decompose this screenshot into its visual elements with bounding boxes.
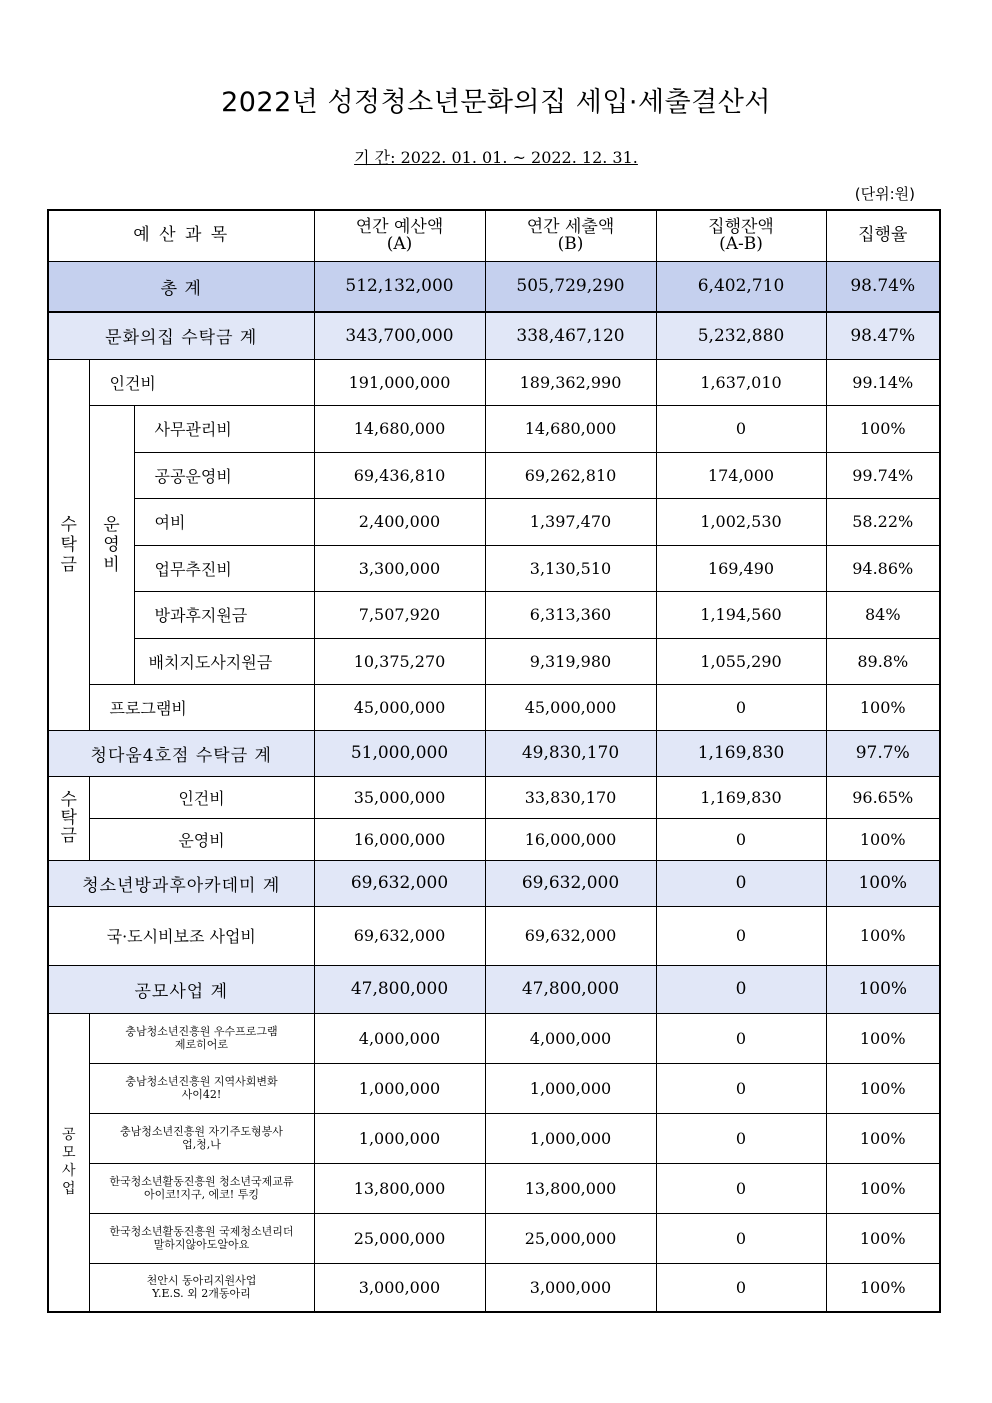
row-balance: 0 <box>656 818 826 860</box>
header-balance <box>656 210 826 261</box>
row-rate: 84% <box>826 591 940 638</box>
row-budget: 16,000,000 <box>314 818 485 860</box>
group4-label: 공모사업 계 <box>48 965 314 1013</box>
table-row <box>48 1063 940 1113</box>
vlabel-char: 금 <box>60 826 77 846</box>
operating-vertical-label <box>89 405 134 684</box>
row-label <box>89 1013 314 1063</box>
total-balance: 6,402,710 <box>656 261 826 312</box>
header-expense-label: 연간 세출액 <box>526 216 615 237</box>
header-expense <box>485 210 656 261</box>
table-row <box>48 818 940 860</box>
group1-label: 문화의집 수탁금 계 <box>48 312 314 359</box>
table-row <box>48 452 940 498</box>
row-label <box>89 1213 314 1263</box>
group3-label: 청소년방과후아카데미 계 <box>48 860 314 906</box>
header-balance-label: 집행잔액 <box>708 216 774 237</box>
vlabel-char: 수 <box>60 790 77 810</box>
row-label-line1: 충남청소년진흥원 지역사회변화 <box>125 1075 278 1088</box>
row-rate: 100% <box>826 1263 940 1312</box>
group1-expense: 338,467,120 <box>485 312 656 359</box>
group2-vertical-label <box>48 776 89 860</box>
row-expense: 69,262,810 <box>485 452 656 498</box>
row-rate: 100% <box>826 1163 940 1213</box>
row-balance: 0 <box>656 684 826 730</box>
row-label: 사무관리비 <box>134 405 314 452</box>
row-label: 배치지도사지원금 <box>134 638 314 684</box>
vlabel-char: 사 <box>61 1163 76 1180</box>
row-expense: 1,000,000 <box>485 1063 656 1113</box>
table-row <box>48 638 940 684</box>
row-rate: 100% <box>826 1063 940 1113</box>
row-label <box>89 1263 314 1312</box>
period-line <box>0 145 992 168</box>
group3-rate: 100% <box>826 860 940 906</box>
row-budget: 2,400,000 <box>314 498 485 545</box>
header-expense-sub: (B) <box>557 233 584 254</box>
row-balance: 0 <box>656 906 826 965</box>
header-budget-label: 연간 예산액 <box>355 216 444 237</box>
vlabel-char: 업 <box>61 1181 76 1198</box>
row-label: 여비 <box>134 498 314 545</box>
row-expense: 14,680,000 <box>485 405 656 452</box>
group2-label: 청다움4호점 수탁금 계 <box>48 730 314 776</box>
row-label <box>89 1163 314 1213</box>
row-label-line2: 업,청,나 <box>182 1138 221 1151</box>
row-balance: 1,194,560 <box>656 591 826 638</box>
group3-expense: 69,632,000 <box>485 860 656 906</box>
row-label: 국·도시비보조 사업비 <box>48 906 314 965</box>
row-balance: 0 <box>656 1063 826 1113</box>
row-expense: 25,000,000 <box>485 1213 656 1263</box>
row-budget: 4,000,000 <box>314 1013 485 1063</box>
row-label: 프로그램비 <box>89 684 314 730</box>
row-label-line2: 제로히어로 <box>174 1038 229 1051</box>
group2-rate: 97.7% <box>826 730 940 776</box>
row-budget: 69,632,000 <box>314 906 485 965</box>
row-expense: 9,319,980 <box>485 638 656 684</box>
row-expense: 33,830,170 <box>485 776 656 818</box>
row-expense: 3,000,000 <box>485 1263 656 1312</box>
header-budget <box>314 210 485 261</box>
row-label <box>89 1113 314 1163</box>
table-row <box>48 498 940 545</box>
row-balance: 0 <box>656 1113 826 1163</box>
row-budget: 1,000,000 <box>314 1063 485 1113</box>
row-rate: 100% <box>826 818 940 860</box>
row-balance: 1,055,290 <box>656 638 826 684</box>
table-row <box>48 405 940 452</box>
row-label-line2: 아이코!지구, 에코! 투킹 <box>144 1188 259 1201</box>
row-expense: 1,397,470 <box>485 498 656 545</box>
table-row <box>48 1113 940 1163</box>
header-row <box>48 210 940 261</box>
group4-subtotal-row <box>48 965 940 1013</box>
row-rate: 100% <box>826 906 940 965</box>
table-row <box>48 359 940 405</box>
row-rate: 99.74% <box>826 452 940 498</box>
table-row <box>48 684 940 730</box>
period-text: 기 간: 2022. 01. 01. ~ 2022. 12. 31. <box>354 148 638 167</box>
row-budget: 3,000,000 <box>314 1263 485 1312</box>
vlabel-char: 영 <box>103 534 120 555</box>
group1-balance: 5,232,880 <box>656 312 826 359</box>
group1-rate: 98.47% <box>826 312 940 359</box>
row-label-line2: Y.E.S. 외 2개동아리 <box>152 1287 251 1301</box>
row-label <box>89 1063 314 1113</box>
row-budget: 3,300,000 <box>314 545 485 591</box>
group1-budget: 343,700,000 <box>314 312 485 359</box>
row-label-line2: 말하지않아도알아요 <box>153 1238 250 1251</box>
table-row <box>48 545 940 591</box>
header-subject: 예 산 과 목 <box>48 210 314 261</box>
group3-subtotal-row <box>48 860 940 906</box>
row-label: 인건비 <box>89 359 314 405</box>
total-row <box>48 261 940 312</box>
group2-expense: 49,830,170 <box>485 730 656 776</box>
row-budget: 25,000,000 <box>314 1213 485 1263</box>
row-expense: 189,362,990 <box>485 359 656 405</box>
row-balance: 0 <box>656 1013 826 1063</box>
row-rate: 58.22% <box>826 498 940 545</box>
group2-subtotal-row <box>48 730 940 776</box>
row-rate: 99.14% <box>826 359 940 405</box>
header-budget-sub: (A) <box>386 233 413 254</box>
row-budget: 7,507,920 <box>314 591 485 638</box>
group1-vertical-label <box>48 359 89 730</box>
group4-balance: 0 <box>656 965 826 1013</box>
row-rate: 100% <box>826 405 940 452</box>
row-rate: 100% <box>826 684 940 730</box>
vlabel-char: 금 <box>60 554 77 575</box>
row-balance: 0 <box>656 405 826 452</box>
row-rate: 100% <box>826 1213 940 1263</box>
row-budget: 14,680,000 <box>314 405 485 452</box>
row-balance: 0 <box>656 1263 826 1312</box>
row-label: 운영비 <box>89 818 314 860</box>
vlabel-char: 비 <box>103 554 120 575</box>
total-label: 총 계 <box>48 261 314 312</box>
row-label: 업무추진비 <box>134 545 314 591</box>
row-label-line2: 사이42! <box>181 1088 222 1101</box>
total-budget: 512,132,000 <box>314 261 485 312</box>
header-rate: 집행율 <box>826 210 940 261</box>
table-row <box>48 1013 940 1063</box>
row-budget: 69,436,810 <box>314 452 485 498</box>
group2-budget: 51,000,000 <box>314 730 485 776</box>
vlabel-char: 탁 <box>60 808 77 828</box>
vlabel-char: 수 <box>60 514 77 535</box>
row-balance: 174,000 <box>656 452 826 498</box>
group2-balance: 1,169,830 <box>656 730 826 776</box>
group4-rate: 100% <box>826 965 940 1013</box>
group1-subtotal-row <box>48 312 940 359</box>
row-expense: 6,313,360 <box>485 591 656 638</box>
row-balance: 0 <box>656 1163 826 1213</box>
row-budget: 13,800,000 <box>314 1163 485 1213</box>
row-rate: 100% <box>826 1113 940 1163</box>
row-label-line1: 천안시 동아리지원사업 <box>146 1274 257 1288</box>
group4-expense: 47,800,000 <box>485 965 656 1013</box>
header-balance-sub: (A-B) <box>719 233 763 254</box>
table-row <box>48 1163 940 1213</box>
row-balance: 1,002,530 <box>656 498 826 545</box>
row-label-line1: 충남청소년진흥원 우수프로그램 <box>125 1025 278 1038</box>
row-label-line1: 충남청소년진흥원 자기주도형봉사 <box>120 1125 283 1138</box>
table-row <box>48 776 940 818</box>
row-balance: 0 <box>656 1213 826 1263</box>
row-balance: 169,490 <box>656 545 826 591</box>
row-rate: 89.8% <box>826 638 940 684</box>
row-label-line1: 한국청소년활동진흥원 국제청소년리더 <box>109 1225 294 1238</box>
row-budget: 45,000,000 <box>314 684 485 730</box>
settlement-table <box>47 209 941 1313</box>
vlabel-char: 모 <box>61 1145 76 1162</box>
row-balance: 1,169,830 <box>656 776 826 818</box>
vlabel-char: 공 <box>61 1127 76 1144</box>
vlabel-char: 운 <box>103 514 120 535</box>
row-rate: 100% <box>826 1013 940 1063</box>
group3-budget: 69,632,000 <box>314 860 485 906</box>
row-label: 공공운영비 <box>134 452 314 498</box>
row-expense: 69,632,000 <box>485 906 656 965</box>
group3-balance: 0 <box>656 860 826 906</box>
total-expense: 505,729,290 <box>485 261 656 312</box>
row-expense: 45,000,000 <box>485 684 656 730</box>
row-budget: 35,000,000 <box>314 776 485 818</box>
group4-budget: 47,800,000 <box>314 965 485 1013</box>
row-expense: 1,000,000 <box>485 1113 656 1163</box>
row-balance: 1,637,010 <box>656 359 826 405</box>
row-expense: 3,130,510 <box>485 545 656 591</box>
total-rate: 98.74% <box>826 261 940 312</box>
table-row <box>48 906 940 965</box>
row-rate: 94.86% <box>826 545 940 591</box>
table-row <box>48 591 940 638</box>
row-expense: 16,000,000 <box>485 818 656 860</box>
row-label: 방과후지원금 <box>134 591 314 638</box>
row-rate: 96.65% <box>826 776 940 818</box>
row-budget: 1,000,000 <box>314 1113 485 1163</box>
row-budget: 191,000,000 <box>314 359 485 405</box>
row-expense: 13,800,000 <box>485 1163 656 1213</box>
row-budget: 10,375,270 <box>314 638 485 684</box>
unit-label: (단위:원) <box>854 185 915 203</box>
table-row <box>48 1213 940 1263</box>
row-expense: 4,000,000 <box>485 1013 656 1063</box>
document-title: 2022년 성정청소년문화의집 세입·세출결산서 <box>221 87 771 118</box>
row-label: 인건비 <box>89 776 314 818</box>
table-row <box>48 1263 940 1312</box>
vlabel-char: 탁 <box>60 534 77 555</box>
row-label-line1: 한국청소년활동진흥원 청소년국제교류 <box>109 1175 294 1188</box>
group4-vertical-label <box>48 1013 89 1312</box>
